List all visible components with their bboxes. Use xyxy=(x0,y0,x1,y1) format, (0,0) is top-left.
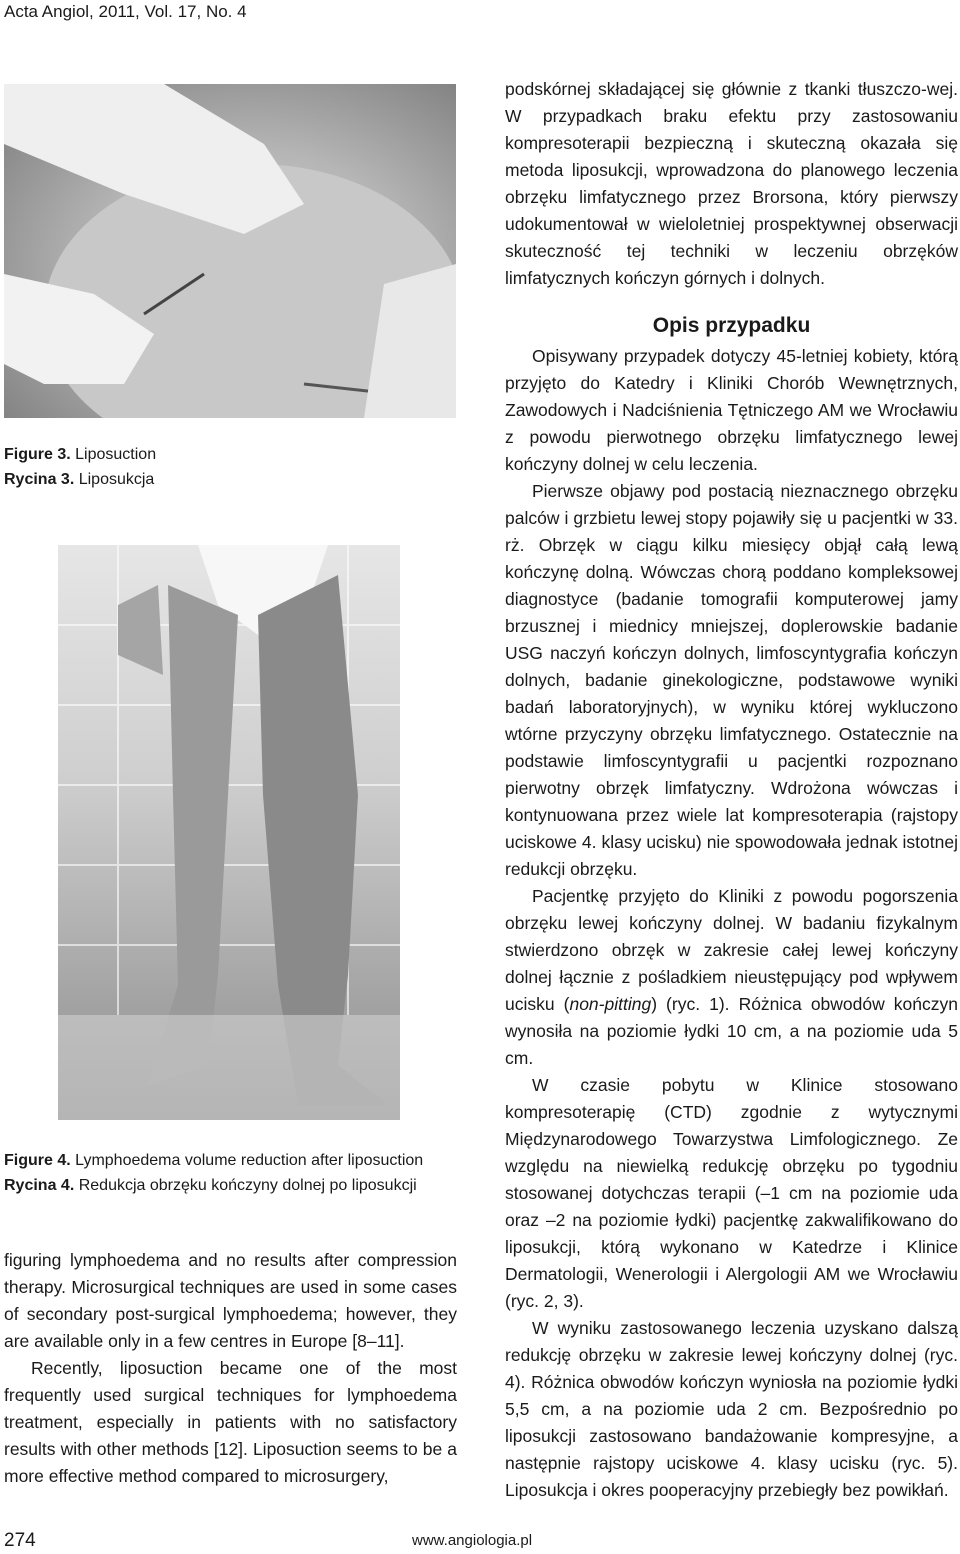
section-heading: Opis przypadku xyxy=(652,314,811,337)
body-paragraph: Recently, liposuction became one of the most frequently used surgical techniques for lymphoedema treatment, especially in patients with no satisfactory results with other methods [12]. Liposuction seems to be a more effective method compared to microsurgery, xyxy=(4,1358,457,1486)
figure-3-caption-text: Liposuction xyxy=(75,446,157,463)
body-paragraph: Pierwsze objawy pod postacią nieznacznego obrzęku palców i grzbietu lewej stopy pojawiły się u pacjentki w 33. rż. Obrzęk w ciągu kilku miesięcy objął całą lewą kończynę dolną. Wówczas chorą poddano kompleksowej diagnostyce (badanie tomografii komputerowej jamy brzusznej i miednicy mniejszej, doplerowskie badanie USG naczyń kończyn dolnych, limfoscyntygrafia kończyn dolnych, badanie ginekologiczne, podstawowe wyniki badań laboratoryjnych), w wyniku której wykluczono wtórne przyczyny obrzęku limfatycznego. Ostatecznie na podstawie limfoscyntygrafii u pacjentki rozpoznano pierwotny obrzęk limfatyczny. Wdrożona wówczas i kontynuowana przez wiele lat kompresoterapia (rajstopy uciskowe 4. klasy ucisku) nie spowodowała jednak istotnej redukcji obrzęku. xyxy=(505,481,958,879)
figure-3-caption-text-pl: Liposukcja xyxy=(78,471,155,488)
figure-4-label-pl: Rycina 4. xyxy=(4,1177,75,1194)
figure-3-caption xyxy=(4,442,156,492)
body-paragraph: W wyniku zastosowanego leczenia uzyskano dalszą redukcję obrzęku w zakresie lewej kończyny dolnej (ryc. 4). Różnica obwodów kończyn wyniosła na poziomie łydki 5,5 cm, a na poziomie uda 2 cm. Bezpośrednio po liposukcji zastosowano bandażowanie kompresyjne, a następnie rajstopy uciskowe 4. klasy ucisku (ryc. 5). Liposukcja i okres pooperacyjny przebiegły bez powikłań. xyxy=(505,1318,958,1500)
body-paragraph: Opisywany przypadek dotyczy 45-letniej kobiety, którą przyjęto do Katedry i Kliniki Chorób Wewnętrznych, Zawodowych i Nadciśnienia Tętniczego AM we Wrocławiu z powodu pierwotnego obrzęku limfatycznego lewej kończyny dolnej w celu leczenia. xyxy=(505,346,958,474)
figure-4-photo xyxy=(58,545,400,1120)
figure-3-label-pl: Rycina 3. xyxy=(4,471,75,488)
figure-4-label: Figure 4. xyxy=(4,1152,71,1169)
right-column xyxy=(505,76,958,1504)
left-column xyxy=(4,1247,457,1490)
body-paragraph: Pacjentkę przyjęto do Kliniki z powodu pogorszenia obrzęku lewej kończyny dolnej. W badaniu fizykalnym stwierdzono obrzęk w zakresie całej lewej kończyny dolnej łącznie z pośladkiem nieustępujący pod wpływem ucisku (non-pitting) (ryc. 1). Różnica obwodów kończyn wynosiła na poziomie łydki 10 cm, a na poziomie uda 5 cm. xyxy=(505,886,958,1068)
figure-3-label: Figure 3. xyxy=(4,446,71,463)
figure-4-caption-text-pl: Redukcja obrzęku kończyny dolnej po liposukcji xyxy=(78,1177,417,1194)
figure-4-caption xyxy=(4,1148,423,1198)
figure-3-photo xyxy=(4,84,456,418)
body-paragraph: podskórnej składającej się głównie z tkanki tłuszczo-wej. W przypadkach braku efektu przy zastosowaniu kompresoterapii bezpieczną i skuteczną okazała się metoda liposukcji, wprowadzona do planowego leczenia obrzęku limfatycznego przez Brorsona, który pierwszy udokumentował w wieloletniej prospektywnej obserwacji skuteczność tej techniki w leczeniu obrzęków limfatycznych kończyn górnych i dolnych. xyxy=(505,79,958,288)
running-head: Acta Angiol, 2011, Vol. 17, No. 4 xyxy=(4,2,247,21)
figure-4-caption-text: Lymphoedema volume reduction after liposuction xyxy=(75,1152,424,1169)
body-paragraph: figuring lymphoedema and no results after compression therapy. Microsurgical techniques are used in some cases of secondary post-surgical lymphoedema; however, they are available only in a few centres in Europe [8–11]. xyxy=(4,1250,457,1351)
page-number: 274 xyxy=(4,1530,36,1551)
body-paragraph: W czasie pobytu w Klinice stosowano kompresoterapię (CTD) zgodnie z wytycznymi Międzynarodowego Towarzystwa Limfologicznego. Ze względu na niewielką redukcję obrzęku po tygodniu stosowanej dotychczas terapii (–1 cm na poziomie uda oraz –2 na poziomie łydki) pacjentkę zakwalifikowano do liposukcji, którą wykonano w Katedrze i Klinice Dermatologii, Wenerologii i Alergologii AM we Wrocławiu (ryc. 2, 3). xyxy=(505,1075,958,1311)
journal-url: www.angiologia.pl xyxy=(412,1532,533,1549)
